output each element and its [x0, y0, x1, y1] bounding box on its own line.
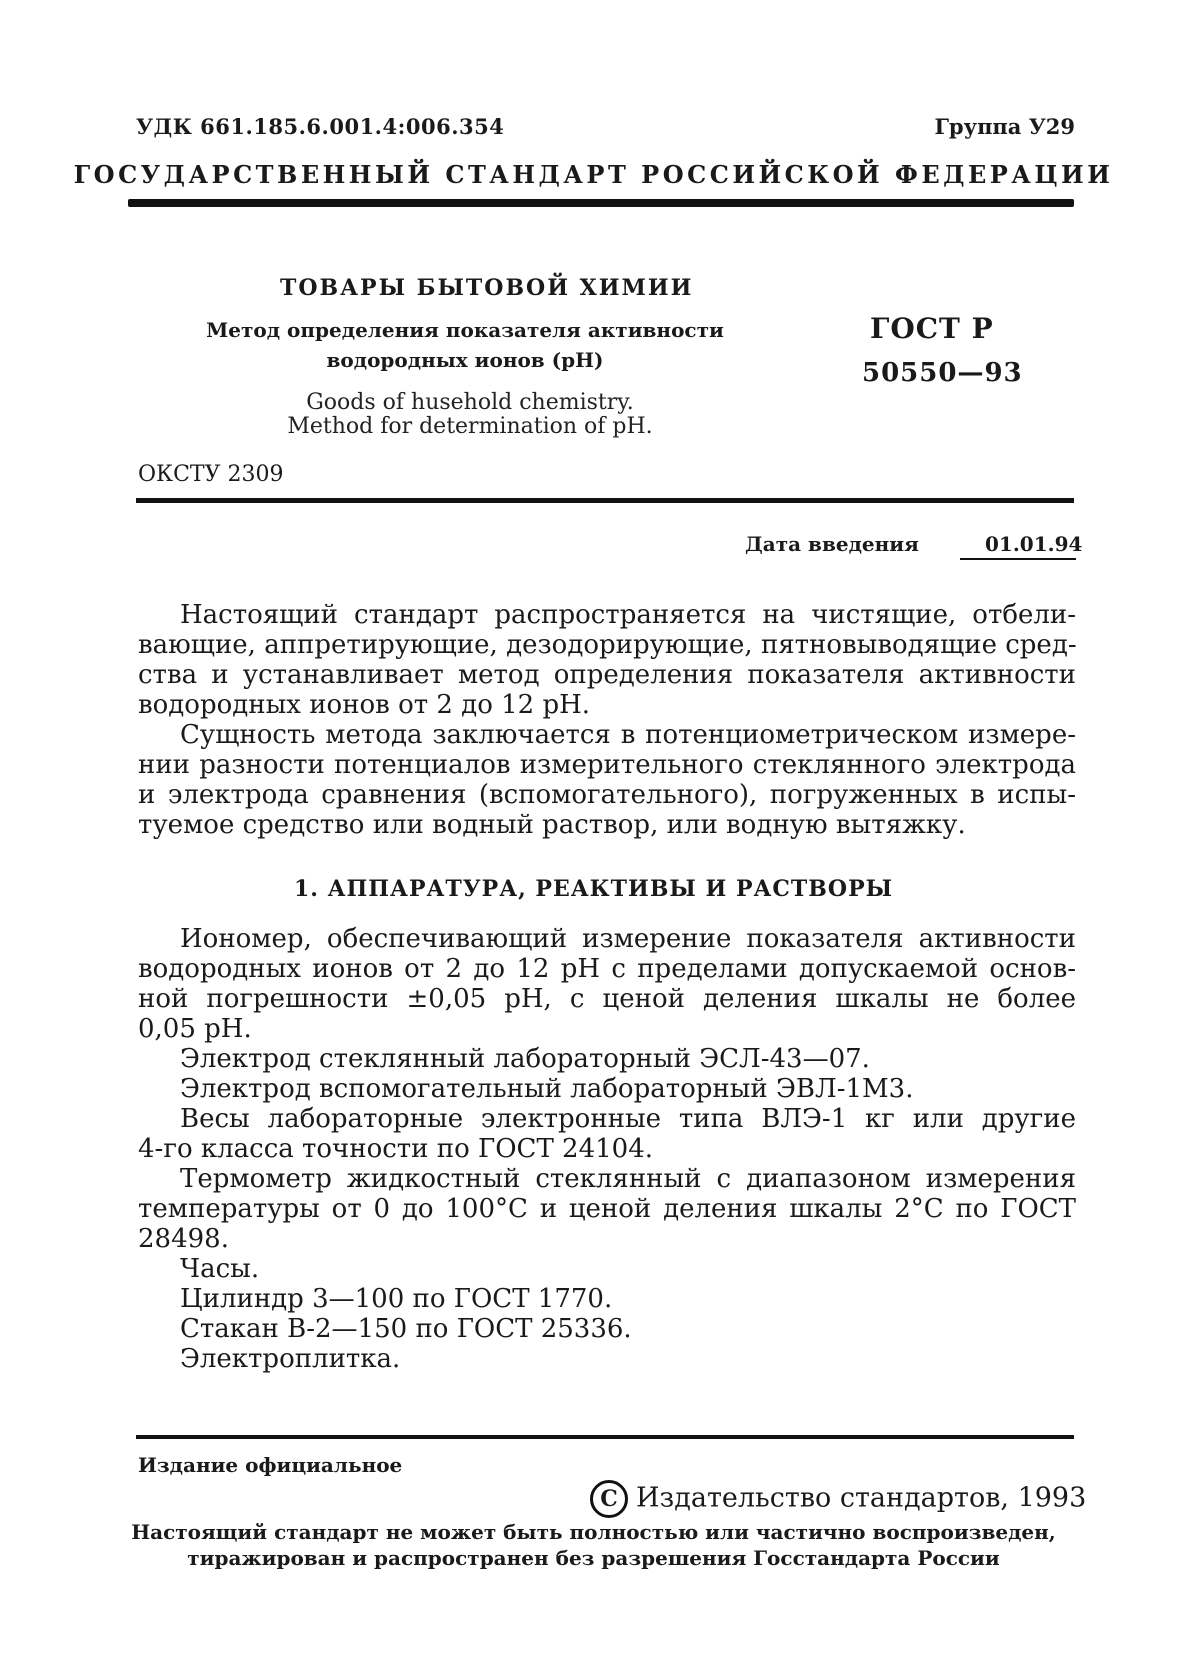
- subtitle-line-1: Метод определения показателя активности: [206, 318, 724, 342]
- thermometer-item: [138, 1164, 1076, 1254]
- group-code: Группа У29: [934, 114, 1075, 139]
- clock-item: [138, 1254, 1076, 1284]
- cylinder-item: [138, 1284, 1076, 1314]
- date-label: Дата введения: [745, 532, 919, 556]
- footer-rule: [136, 1435, 1074, 1439]
- text-line: Цилиндр 3—100 по ГОСТ 1770.: [180, 1284, 613, 1314]
- gost-label: ГОСТ Р: [870, 312, 994, 345]
- intro-paragraph-2: [138, 720, 1076, 840]
- electrode-aux-item: [138, 1074, 1076, 1104]
- copyright-text: Издательство стандартов, 1993: [636, 1482, 1087, 1514]
- edition-label: Издание официальное: [138, 1453, 403, 1477]
- section-1-heading: 1. АППАРАТУРА, РЕАКТИВЫ И РАСТВОРЫ: [293, 876, 894, 902]
- text-line: Электрод стеклянный лабораторный ЭСЛ-43—07.: [180, 1044, 870, 1074]
- notice-line-1: Настоящий стандарт не может быть полностью или частично воспроизведен,: [131, 1520, 1056, 1544]
- text-line: Настоящий стандарт распространяется на чистящие, отбели-: [180, 600, 1076, 630]
- document-title: ТОВАРЫ БЫТОВОЙ ХИМИИ: [280, 275, 694, 301]
- title-rule: [136, 498, 1074, 503]
- okstu-code: ОКСТУ 2309: [138, 462, 284, 487]
- header-rule: [128, 199, 1074, 207]
- copyright-line: [590, 1480, 1086, 1518]
- intro-paragraph-1: [138, 600, 1076, 720]
- electrode-glass-item: [138, 1044, 1076, 1074]
- text-line: температуры от 0 до 100°С и ценой деления шкалы 2°С по ГОСТ: [138, 1194, 1076, 1224]
- date-value: 01.01.94: [985, 532, 1083, 556]
- gost-number: 50550—93: [862, 358, 1023, 388]
- scales-item: [138, 1104, 1076, 1164]
- text-line: вающие, аппретирующие, дезодорирующие, пятновыводящие сред-: [138, 630, 1077, 660]
- state-standard-heading: ГОСУДАРСТВЕННЫЙ СТАНДАРТ РОССИЙСКОЙ ФЕДЕРАЦИИ: [73, 160, 1114, 189]
- subtitle-line-2: водородных ионов (pH): [326, 348, 604, 372]
- text-line: Термометр жидкостный стеклянный с диапазоном измерения: [180, 1164, 1076, 1194]
- text-line: ства и устанавливает метод определения показателя активности: [138, 660, 1076, 690]
- text-line: нии разности потенциалов измерительного стеклянного электрода: [138, 750, 1076, 780]
- text-line: Сущность метода заключается в потенциометрическом измере-: [180, 720, 1076, 750]
- stove-item: [138, 1344, 1076, 1374]
- text-line: Иономер, обеспечивающий измерение показателя активности: [180, 924, 1076, 954]
- ionomer-paragraph: [138, 924, 1076, 1044]
- english-title-line-2: Method for determination of pH.: [287, 414, 653, 439]
- text-line: туемое средство или водный раствор, или водную вытяжку.: [138, 810, 966, 840]
- text-line: Электроплитка.: [180, 1344, 401, 1374]
- text-line: Весы лабораторные электронные типа ВЛЭ-1 кг или другие: [180, 1104, 1076, 1134]
- text-line: водородных ионов от 2 до 12 pH.: [138, 690, 591, 720]
- notice-line-2: тиражирован и распространен без разрешения Госстандарта России: [187, 1546, 1000, 1570]
- text-line: 4-го класса точности по ГОСТ 24104.: [138, 1134, 654, 1164]
- text-line: ной погрешности ±0,05 pH, с ценой деления шкалы не более: [138, 984, 1076, 1014]
- text-line: Часы.: [180, 1254, 260, 1284]
- text-line: Стакан В-2—150 по ГОСТ 25336.: [180, 1314, 632, 1344]
- copyright-icon: C: [590, 1480, 628, 1518]
- text-line: 0,05 pH.: [138, 1014, 252, 1044]
- beaker-item: [138, 1314, 1076, 1344]
- text-line: 28498.: [138, 1224, 229, 1254]
- english-title-line-1: Goods of husehold chemistry.: [306, 390, 634, 415]
- udk-code: УДК 661.185.6.001.4:006.354: [136, 114, 505, 139]
- date-underline: [960, 558, 1076, 560]
- text-line: и электрода сравнения (вспомогательного), погруженных в испы-: [138, 780, 1076, 810]
- text-line: Электрод вспомогательный лабораторный ЭВЛ-1М3.: [180, 1074, 914, 1104]
- text-line: водородных ионов от 2 до 12 pH с пределами допускаемой основ-: [138, 954, 1076, 984]
